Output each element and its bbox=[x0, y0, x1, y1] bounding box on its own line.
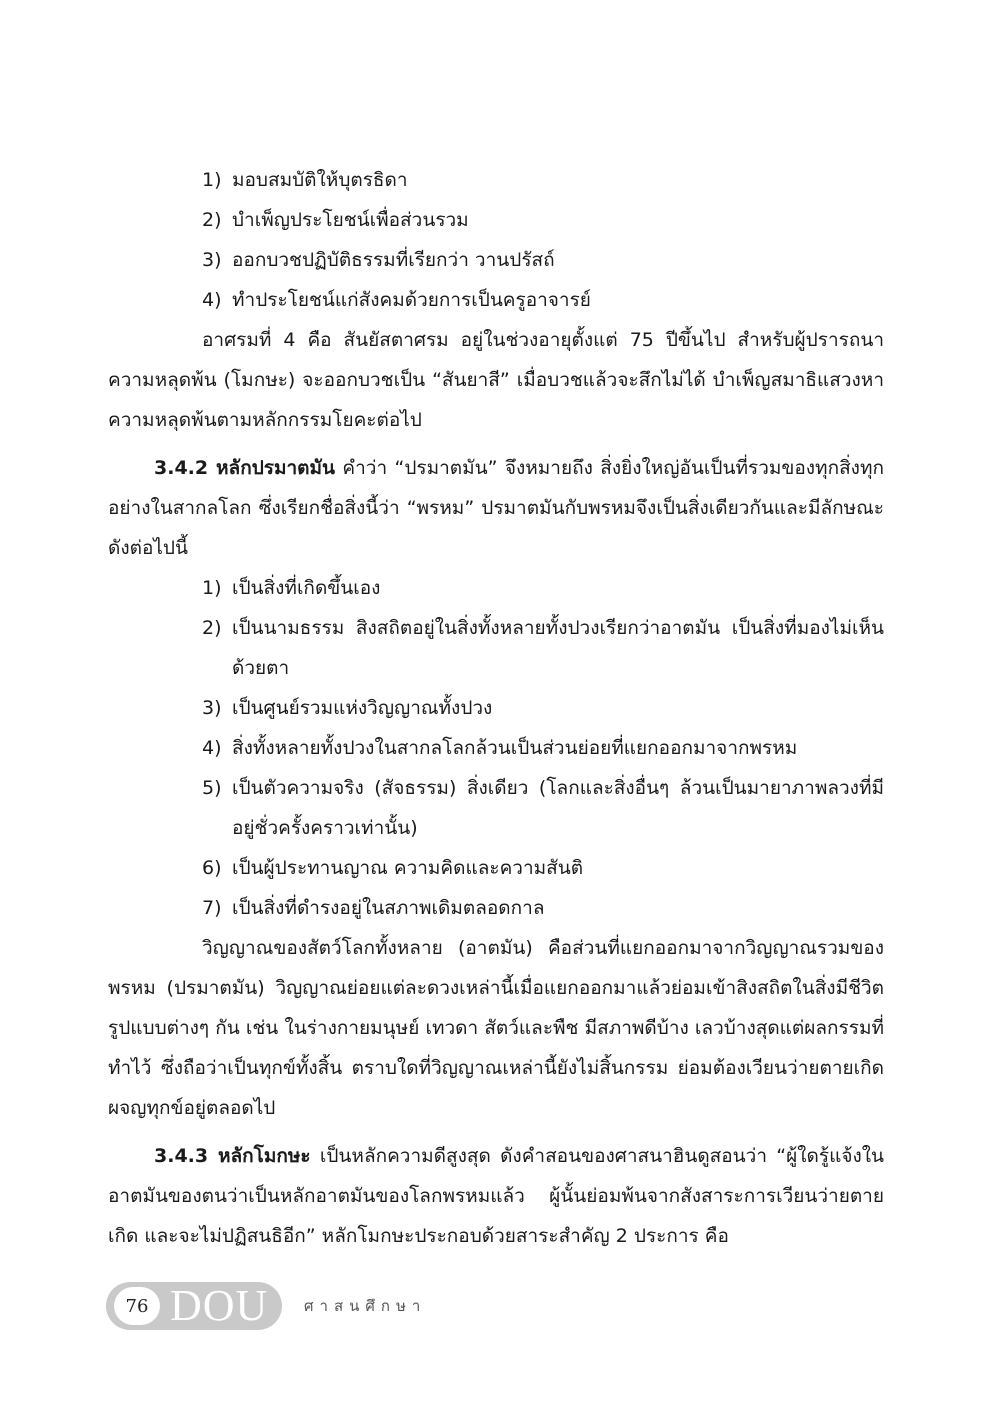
list-number: 3) bbox=[202, 697, 222, 719]
list-number: 6) bbox=[202, 857, 222, 879]
list-item bbox=[108, 888, 884, 928]
list-number: 1) bbox=[202, 577, 222, 599]
list-text: เป็นศูนย์รวมแห่งวิญญาณทั้งปวง bbox=[232, 697, 493, 719]
list-text: เป็นผู้ประทานญาณ ความคิดและความสันติ bbox=[232, 857, 584, 879]
paragraph-ashram-4: อาศรมที่ 4 คือ สันยัสตาศรม อยู่ในช่วงอายุตั้งแต่ 75 ปีขึ้นไป สำหรับผู้ปรารถนาความหลุดพ้น (โมกษะ) จะออกบวชเป็น “สันยาสี” เมื่อบวชแล้วจะสึกไม่ได้ บำเพ็ญสมาธิแสวงหาความหลุดพ้นตามหลักกรรมโยคะต่อไป bbox=[108, 329, 884, 431]
list-item bbox=[108, 200, 884, 240]
footer-badge bbox=[106, 1282, 282, 1330]
course-title: ศาสนศึกษา bbox=[304, 1297, 427, 1315]
section-text: เป็นหลักความดีสูงสุด ดังคำสอนของศาสนาฮินดูสอนว่า “ผู้ใดรู้แจ้งในอาตมันของตนว่าเป็นหลักอาตมันของโลกพรหมแล้ว ผู้นั้นย่อมพ้นจากสังสาระการเวียนว่ายตายเกิด และจะไม่ปฏิสนธิอีก” หลักโมกษะประกอบด้วยสาระสำคัญ 2 ประการ คือ bbox=[108, 1145, 884, 1247]
list-text: ทำประโยชน์แก่สังคมด้วยการเป็นครูอาจารย์ bbox=[232, 289, 591, 311]
list-number: 1) bbox=[202, 169, 222, 191]
list-text: เป็นตัวความจริง (สัจธรรม) สิ่งเดียว (โลกและสิ่งอื่นๆ ล้วนเป็นมายาภาพลวงที่มีอยู่ชั่วครั้งคราวเท่านั้น) bbox=[232, 777, 884, 839]
list-number: 3) bbox=[202, 249, 222, 271]
page-footer bbox=[106, 1278, 426, 1334]
list-item bbox=[108, 608, 884, 688]
list-item bbox=[108, 568, 884, 608]
list-text: เป็นสิ่งที่ดำรงอยู่ในสภาพเดิมตลอดกาล bbox=[232, 897, 545, 919]
list-item bbox=[108, 240, 884, 280]
list-number: 2) bbox=[202, 209, 222, 231]
section-3-4-3 bbox=[108, 1136, 884, 1256]
list-item bbox=[108, 160, 884, 200]
section-heading: 3.4.2 หลักปรมาตมัน bbox=[154, 457, 336, 479]
list-text: มอบสมบัติให้บุตรธิดา bbox=[232, 169, 408, 191]
list-item bbox=[108, 768, 884, 848]
list-text: สิ่งทั้งหลายทั้งปวงในสากลโลกล้วนเป็นส่วนย่อยที่แยกออกมาจากพรหม bbox=[232, 737, 798, 759]
list-text: เป็นนามธรรม สิงสถิตอยู่ในสิ่งทั้งหลายทั้งปวงเรียกว่าอาตมัน เป็นสิ่งที่มองไม่เห็นด้วยตา bbox=[232, 617, 884, 679]
list-item bbox=[108, 280, 884, 320]
paragraph-soul: วิญญาณของสัตว์โลกทั้งหลาย (อาตมัน) คือส่วนที่แยกออกมาจากวิญญาณรวมของพรหม (ปรมาตมัน) วิญญาณย่อยแต่ละดวงเหล่านี้เมื่อแยกออกมาแล้วย่อมเข้าสิงสถิตในสิ่งมีชีวิตรูปแบบต่างๆ กัน เช่น ในร่างกายมนุษย์ เทวดา สัตว์และพืช มีสภาพดีบ้าง เลวบ้างสุดแต่ผลกรรมที่ทำไว้ ซึ่งถือว่าเป็นทุกข์ทั้งสิ้น ตราบใดที่วิญญาณเหล่านี้ยังไม่สิ้นกรรม ย่อมต้องเวียนว่ายตายเกิดผจญทุกข์อยู่ตลอดไป bbox=[108, 937, 884, 1119]
section-text: คำว่า “ปรมาตมัน” จึงหมายถึง สิ่งยิ่งใหญ่อันเป็นที่รวมของทุกสิ่งทุกอย่างในสากลโลก ซึ่งเรียกชื่อสิ่งนี้ว่า “พรหม” ปรมาตมันกับพรหมจึงเป็นสิ่งเดียวกันและมีลักษณะดังต่อไปนี้ bbox=[108, 457, 884, 559]
list-text: เป็นสิ่งที่เกิดขึ้นเอง bbox=[232, 577, 381, 599]
list-number: 5) bbox=[202, 777, 222, 799]
list-number: 2) bbox=[202, 617, 222, 639]
brand-logo: DOU bbox=[170, 1281, 269, 1330]
list-text: บำเพ็ญประโยชน์เพื่อส่วนรวม bbox=[232, 209, 469, 231]
section-heading: 3.4.3 หลักโมกษะ bbox=[154, 1145, 311, 1167]
list-item bbox=[108, 728, 884, 768]
list-number: 4) bbox=[202, 737, 222, 759]
page-number: 76 bbox=[114, 1287, 160, 1325]
list-number: 7) bbox=[202, 897, 222, 919]
list-number: 4) bbox=[202, 289, 222, 311]
list-item bbox=[108, 688, 884, 728]
section-3-4-2 bbox=[108, 448, 884, 568]
list-item bbox=[108, 848, 884, 888]
list-text: ออกบวชปฏิบัติธรรมที่เรียกว่า วานปรัสถ์ bbox=[232, 249, 555, 271]
page-body bbox=[108, 160, 884, 1256]
